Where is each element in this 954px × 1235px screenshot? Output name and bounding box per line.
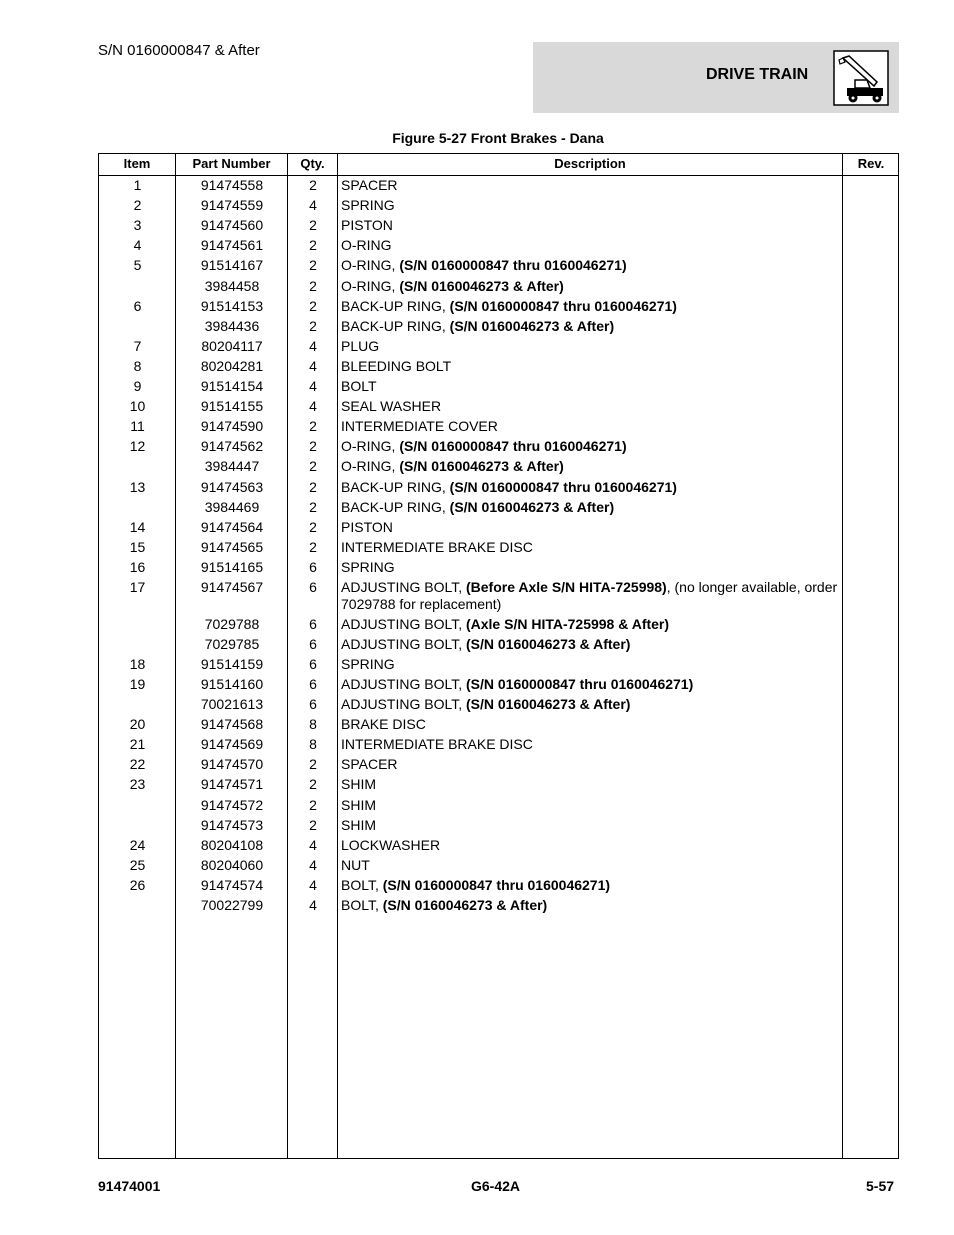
telehandler-icon xyxy=(833,50,889,106)
part-number-cell: 91474562 xyxy=(200,438,264,455)
qty-cell: 2 xyxy=(309,756,317,773)
part-number-cell: 91474560 xyxy=(200,217,264,234)
description-cell xyxy=(341,579,841,613)
part-number-cell: 3984447 xyxy=(204,458,260,475)
item-cell: 20 xyxy=(129,716,146,733)
part-number-cell: 3984469 xyxy=(204,498,260,515)
part-number-cell: 3984436 xyxy=(204,317,260,334)
description-text: BACK-UP RING, xyxy=(341,498,450,515)
qty-cell: 8 xyxy=(309,716,317,733)
description-cell xyxy=(341,177,841,194)
column-header-item: Item xyxy=(123,156,151,171)
description-text: PLUG xyxy=(341,337,380,354)
qty-cell: 2 xyxy=(309,538,317,555)
qty-cell: 2 xyxy=(309,257,317,274)
column-header-rev: Rev. xyxy=(857,156,885,171)
part-number-cell: 7029785 xyxy=(204,635,260,652)
part-number-cell: 80204060 xyxy=(200,856,264,873)
qty-cell: 8 xyxy=(309,736,317,753)
description-cell xyxy=(341,696,841,713)
description-cell xyxy=(341,797,841,814)
part-number-cell: 7029788 xyxy=(204,615,260,632)
description-text: O-RING xyxy=(341,237,392,254)
column-header-qty: Qty. xyxy=(300,156,325,171)
description-text: SPACER xyxy=(341,177,398,193)
qty-cell: 6 xyxy=(309,696,317,712)
description-text: ADJUSTING BOLT, xyxy=(341,579,466,595)
qty-cell: 2 xyxy=(309,317,317,334)
serial-qualifier: (S/N 0160000847 thru 0160046271) xyxy=(449,297,677,314)
qty-cell: 6 xyxy=(309,615,317,632)
item-cell: 23 xyxy=(129,776,146,793)
qty-cell: 4 xyxy=(309,357,317,374)
description-text: SPRING xyxy=(341,197,395,214)
serial-qualifier: (S/N 0160046273 & After) xyxy=(382,897,548,913)
description-text: LOCKWASHER xyxy=(341,836,441,853)
description-text: ADJUSTING BOLT, xyxy=(341,675,466,692)
description-cell xyxy=(341,278,841,295)
qty-cell: 2 xyxy=(309,217,317,234)
description-cell xyxy=(341,616,841,633)
description-cell xyxy=(341,519,841,536)
qty-cell: 2 xyxy=(309,297,317,314)
description-text: ADJUSTING BOLT, xyxy=(341,635,466,652)
serial-qualifier: (S/N 0160000847 thru 0160046271) xyxy=(399,257,627,274)
qty-cell: 4 xyxy=(309,197,317,214)
description-cell xyxy=(341,539,841,556)
part-number-cell: 91474564 xyxy=(200,518,264,535)
serial-qualifier: (S/N 0160046273 & After) xyxy=(465,696,631,712)
part-number-cell: 91514159 xyxy=(200,655,264,672)
description-text: BLEEDING BOLT xyxy=(341,357,452,374)
description-cell xyxy=(341,358,841,375)
item-cell: 26 xyxy=(129,876,146,893)
header-divider xyxy=(99,175,898,176)
description-text: BRAKE DISC xyxy=(341,716,426,733)
description-cell xyxy=(341,676,841,693)
qty-cell: 2 xyxy=(309,498,317,515)
footer-page-number: 5-57 xyxy=(866,1178,895,1194)
item-cell: 1 xyxy=(133,177,142,193)
description-text: BOLT, xyxy=(341,897,383,913)
part-number-cell: 91474572 xyxy=(200,796,264,813)
description-text: SPRING xyxy=(341,558,395,575)
description-cell xyxy=(341,897,841,914)
item-cell: 15 xyxy=(129,538,146,555)
item-cell: 10 xyxy=(129,398,146,415)
description-text: ADJUSTING BOLT, xyxy=(341,615,466,632)
serial-qualifier: (S/N 0160000847 thru 0160046271) xyxy=(399,438,627,455)
part-number-cell: 91474567 xyxy=(200,579,264,595)
section-banner xyxy=(533,42,899,113)
serial-range: S/N 0160000847 & After xyxy=(98,42,260,59)
item-cell: 8 xyxy=(133,357,142,374)
part-number-cell: 91474571 xyxy=(200,776,264,793)
column-header-part-number: Part Number xyxy=(192,156,271,171)
serial-qualifier: (S/N 0160000847 thru 0160046271) xyxy=(449,478,677,495)
serial-qualifier: (S/N 0160046273 & After) xyxy=(449,498,615,515)
description-text: INTERMEDIATE COVER xyxy=(341,418,498,435)
item-cell: 25 xyxy=(129,856,146,873)
description-cell xyxy=(341,237,841,254)
description-text: PISTON xyxy=(341,217,393,234)
qty-cell: 2 xyxy=(309,776,317,793)
description-note: , (no longer available, order 7029788 for replacement) xyxy=(341,579,838,612)
footer-part-number: 91474001 xyxy=(98,1178,161,1194)
serial-qualifier: (Axle S/N HITA-725998 & After) xyxy=(465,615,670,632)
description-cell xyxy=(341,479,841,496)
serial-qualifier: (S/N 0160000847 thru 0160046271) xyxy=(465,675,694,692)
description-text: SHIM xyxy=(341,816,376,833)
description-text: O-RING, xyxy=(341,458,400,475)
item-cell: 12 xyxy=(129,438,146,455)
qty-cell: 2 xyxy=(309,438,317,455)
part-number-cell: 91514154 xyxy=(200,378,264,394)
section-title: DRIVE TRAIN xyxy=(706,66,809,83)
part-number-cell: 91514167 xyxy=(200,257,264,274)
description-cell xyxy=(341,398,841,415)
description-cell xyxy=(341,378,841,395)
part-number-cell: 91474569 xyxy=(200,736,264,753)
description-text: INTERMEDIATE BRAKE DISC xyxy=(341,538,533,555)
description-text: BOLT, xyxy=(341,876,383,893)
part-number-cell: 91474565 xyxy=(200,538,264,555)
item-cell: 18 xyxy=(129,655,146,672)
description-cell xyxy=(341,458,841,475)
column-header-description: Description xyxy=(554,156,626,171)
description-cell xyxy=(341,318,841,335)
description-cell xyxy=(341,756,841,773)
item-cell: 21 xyxy=(129,736,146,753)
description-cell xyxy=(341,716,841,733)
item-cell: 16 xyxy=(129,558,146,575)
description-cell xyxy=(341,817,841,834)
qty-cell: 2 xyxy=(309,518,317,535)
qty-cell: 4 xyxy=(309,398,317,415)
part-number-cell: 91474561 xyxy=(200,237,264,254)
qty-cell: 2 xyxy=(309,796,317,813)
part-number-cell: 91474558 xyxy=(200,177,264,193)
part-number-cell: 91474563 xyxy=(200,478,264,495)
footer-model: G6-42A xyxy=(471,1178,521,1194)
item-cell: 9 xyxy=(133,378,142,394)
description-cell xyxy=(341,857,841,874)
qty-cell: 2 xyxy=(309,816,317,833)
part-number-cell: 91474570 xyxy=(200,756,264,773)
description-text: BOLT xyxy=(341,378,377,394)
part-number-cell: 70021613 xyxy=(200,696,264,712)
qty-cell: 4 xyxy=(309,836,317,853)
description-cell xyxy=(341,257,841,274)
serial-qualifier: (S/N 0160046273 & After) xyxy=(399,277,564,294)
parts-table xyxy=(98,153,899,1159)
part-number-cell: 91514153 xyxy=(200,297,264,314)
qty-cell: 4 xyxy=(309,897,317,913)
part-number-cell: 91474590 xyxy=(200,418,264,435)
item-cell: 13 xyxy=(129,478,146,495)
qty-cell: 2 xyxy=(309,177,317,193)
item-cell: 4 xyxy=(133,237,142,254)
qty-cell: 2 xyxy=(309,458,317,475)
item-cell: 19 xyxy=(129,675,146,692)
description-text: SHIM xyxy=(341,776,376,793)
description-cell xyxy=(341,499,841,516)
description-text: PISTON xyxy=(341,518,393,535)
description-cell xyxy=(341,656,841,673)
part-number-cell: 91474568 xyxy=(200,716,264,733)
part-number-cell: 70022799 xyxy=(200,897,264,913)
part-number-cell: 80204108 xyxy=(200,836,264,853)
item-cell: 5 xyxy=(133,257,142,274)
qty-cell: 2 xyxy=(309,277,317,294)
description-cell xyxy=(341,877,841,894)
description-text: O-RING, xyxy=(341,257,400,274)
description-cell xyxy=(341,298,841,315)
qty-cell: 4 xyxy=(309,876,317,893)
description-text: SPACER xyxy=(341,756,398,773)
qty-cell: 6 xyxy=(309,579,317,595)
description-cell xyxy=(341,736,841,753)
part-number-cell: 91474574 xyxy=(200,876,264,893)
serial-qualifier: (Before Axle S/N HITA-725998) xyxy=(465,579,667,595)
description-text: O-RING, xyxy=(341,438,400,455)
item-cell: 24 xyxy=(129,836,146,853)
description-cell xyxy=(341,636,841,653)
part-number-cell: 91514155 xyxy=(200,398,264,415)
figure-title: Figure 5-27 Front Brakes - Dana xyxy=(392,130,604,146)
description-text: BACK-UP RING, xyxy=(341,317,450,334)
description-cell xyxy=(341,559,841,576)
item-cell: 3 xyxy=(133,217,142,234)
description-cell xyxy=(341,438,841,455)
qty-cell: 2 xyxy=(309,418,317,435)
description-cell xyxy=(341,338,841,355)
item-cell: 17 xyxy=(129,579,146,595)
description-text: SEAL WASHER xyxy=(341,398,442,415)
qty-cell: 6 xyxy=(309,655,317,672)
part-number-cell: 80204281 xyxy=(200,357,264,374)
part-number-cell: 80204117 xyxy=(201,337,263,354)
description-text: INTERMEDIATE BRAKE DISC xyxy=(341,736,533,753)
qty-cell: 4 xyxy=(309,856,317,873)
part-number-cell: 91514165 xyxy=(200,558,264,575)
part-number-cell: 3984458 xyxy=(204,277,260,294)
part-number-cell: 91514160 xyxy=(200,675,264,692)
description-cell xyxy=(341,418,841,435)
serial-qualifier: (S/N 0160046273 & After) xyxy=(399,458,564,475)
description-text: SHIM xyxy=(341,796,376,813)
description-cell xyxy=(341,776,841,793)
item-cell: 11 xyxy=(130,418,145,435)
description-text: BACK-UP RING, xyxy=(341,478,450,495)
serial-qualifier: (S/N 0160046273 & After) xyxy=(465,635,631,652)
qty-cell: 6 xyxy=(309,635,317,652)
qty-cell: 6 xyxy=(309,558,317,575)
qty-cell: 6 xyxy=(309,675,317,692)
description-cell xyxy=(341,837,841,854)
item-cell: 6 xyxy=(133,297,142,314)
serial-qualifier: (S/N 0160046273 & After) xyxy=(449,317,615,334)
qty-cell: 2 xyxy=(309,478,317,495)
part-number-cell: 91474573 xyxy=(200,816,264,833)
description-text: ADJUSTING BOLT, xyxy=(341,696,466,712)
description-text: NUT xyxy=(341,856,370,873)
item-cell: 7 xyxy=(133,337,142,354)
qty-cell: 4 xyxy=(309,337,317,354)
qty-cell: 4 xyxy=(309,378,317,394)
description-cell xyxy=(341,217,841,234)
item-cell: 2 xyxy=(133,197,142,214)
description-cell xyxy=(341,197,841,214)
description-text: BACK-UP RING, xyxy=(341,297,450,314)
column-divider xyxy=(842,154,843,1158)
description-text: SPRING xyxy=(341,655,395,672)
description-text: O-RING, xyxy=(341,277,400,294)
item-cell: 14 xyxy=(129,518,146,535)
qty-cell: 2 xyxy=(309,237,317,254)
serial-qualifier: (S/N 0160000847 thru 0160046271) xyxy=(382,876,611,893)
part-number-cell: 91474559 xyxy=(200,197,264,214)
item-cell: 22 xyxy=(129,756,146,773)
